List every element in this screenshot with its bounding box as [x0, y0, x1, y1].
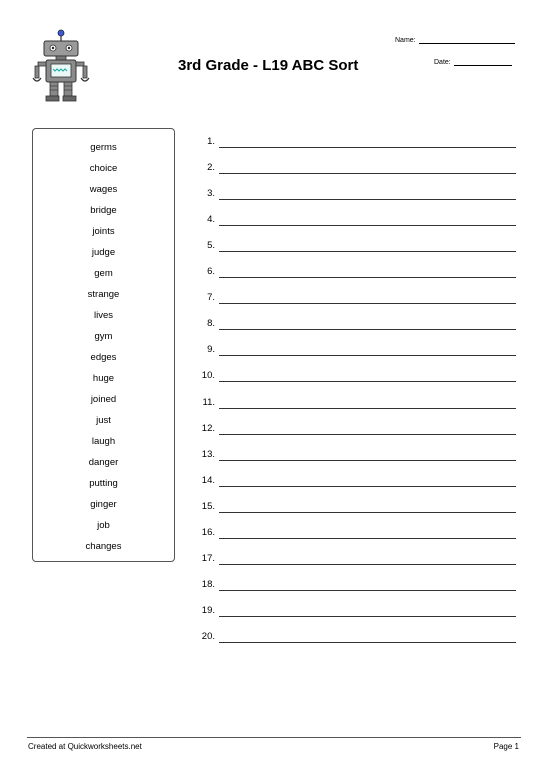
answer-row[interactable] — [190, 370, 516, 384]
word-bank-item: putting — [89, 478, 118, 489]
word-bank-item: edges — [90, 352, 117, 363]
answer-number: 3. — [207, 188, 215, 200]
answer-number: 4. — [207, 214, 215, 226]
answer-row[interactable] — [190, 397, 516, 411]
footer-credit: Created at Quickworksheets.net — [28, 742, 142, 751]
answer-number: 12. — [201, 422, 215, 434]
word-bank-item: danger — [88, 457, 119, 468]
answer-number: 17. — [201, 552, 215, 564]
answer-number: 2. — [207, 162, 215, 174]
word-bank-item: joined — [90, 394, 117, 405]
answer-blank-line[interactable] — [219, 616, 516, 617]
word-bank-item: huge — [92, 373, 115, 384]
answer-row[interactable] — [190, 449, 516, 463]
answer-blank-line[interactable] — [219, 355, 516, 356]
name-field[interactable] — [395, 37, 515, 44]
answer-row[interactable] — [190, 318, 516, 332]
worksheet-title: 3rd Grade - L19 ABC Sort — [178, 57, 359, 74]
word-bank-item: joints — [92, 226, 115, 237]
answer-number: 11. — [202, 396, 215, 408]
answer-number: 16. — [201, 526, 215, 538]
answer-row[interactable] — [190, 527, 516, 541]
answer-number: 8. — [207, 318, 215, 330]
answer-blank-line[interactable] — [219, 642, 516, 643]
answer-number: 5. — [207, 240, 215, 252]
word-bank-item: choice — [89, 163, 118, 174]
answer-blank-line[interactable] — [219, 408, 516, 409]
date-field[interactable] — [434, 59, 512, 66]
answer-number: 13. — [201, 448, 215, 460]
answer-blank-line[interactable] — [219, 381, 516, 382]
word-bank-item: ginger — [90, 499, 117, 510]
answer-number: 19. — [201, 604, 215, 616]
answer-blank-line[interactable] — [219, 251, 516, 252]
answer-row[interactable] — [190, 188, 516, 202]
name-label: Name: — [395, 37, 416, 44]
answer-row[interactable] — [190, 240, 516, 254]
name-blank-line[interactable] — [419, 37, 515, 44]
answer-blank-line[interactable] — [219, 173, 516, 174]
footer-page-number: Page 1 — [493, 742, 519, 751]
word-bank-item: judge — [91, 247, 116, 258]
date-blank-line[interactable] — [454, 59, 512, 66]
answer-blank-line[interactable] — [219, 277, 516, 278]
answer-blank-line[interactable] — [219, 486, 516, 487]
word-bank-item: germs — [90, 142, 117, 153]
word-bank-item: laugh — [91, 436, 116, 447]
answer-row[interactable] — [190, 423, 516, 437]
answer-number: 9. — [207, 344, 215, 356]
robot-illustration — [30, 28, 92, 104]
word-bank-item: lives — [93, 310, 113, 321]
answer-row[interactable] — [190, 136, 516, 150]
word-bank-item: bridge — [90, 205, 117, 216]
answer-number: 10. — [201, 370, 215, 382]
answer-row[interactable] — [190, 605, 516, 619]
answer-blank-line[interactable] — [219, 512, 516, 513]
answer-row[interactable] — [190, 344, 516, 358]
date-label: Date: — [434, 59, 451, 66]
word-bank-item: job — [97, 520, 110, 531]
answer-blank-line[interactable] — [219, 199, 516, 200]
answer-number: 20. — [201, 630, 215, 642]
word-bank-box — [32, 128, 175, 562]
answer-blank-line[interactable] — [219, 434, 516, 435]
footer-divider — [27, 737, 521, 738]
answer-blank-line[interactable] — [219, 590, 516, 591]
word-bank-item: wages — [89, 184, 118, 195]
answer-row[interactable] — [190, 501, 516, 515]
word-bank-item: just — [96, 415, 111, 426]
answer-blank-line[interactable] — [219, 564, 516, 565]
answer-number: 7. — [207, 292, 215, 304]
answer-row[interactable] — [190, 292, 516, 306]
answer-number: 15. — [201, 500, 215, 512]
answer-number: 14. — [201, 474, 215, 486]
answer-row[interactable] — [190, 475, 516, 489]
answer-blank-line[interactable] — [219, 538, 516, 539]
answer-row[interactable] — [190, 214, 516, 228]
answer-blank-line[interactable] — [219, 303, 516, 304]
answer-blank-line[interactable] — [219, 147, 516, 148]
answer-row[interactable] — [190, 631, 516, 645]
answer-row[interactable] — [190, 162, 516, 176]
word-bank-item: gym — [94, 331, 113, 342]
answer-blank-line[interactable] — [219, 225, 516, 226]
answer-row[interactable] — [190, 553, 516, 567]
answer-row[interactable] — [190, 266, 516, 280]
answer-blank-line[interactable] — [219, 329, 516, 330]
answer-row[interactable] — [190, 579, 516, 593]
answer-number: 18. — [201, 578, 215, 590]
word-bank-item: changes — [85, 541, 122, 552]
answer-number: 6. — [207, 266, 215, 278]
answer-number: 1. — [207, 136, 215, 147]
word-bank-item: gem — [94, 268, 113, 279]
word-bank-item: strange — [87, 289, 120, 300]
answer-blank-line[interactable] — [219, 460, 516, 461]
